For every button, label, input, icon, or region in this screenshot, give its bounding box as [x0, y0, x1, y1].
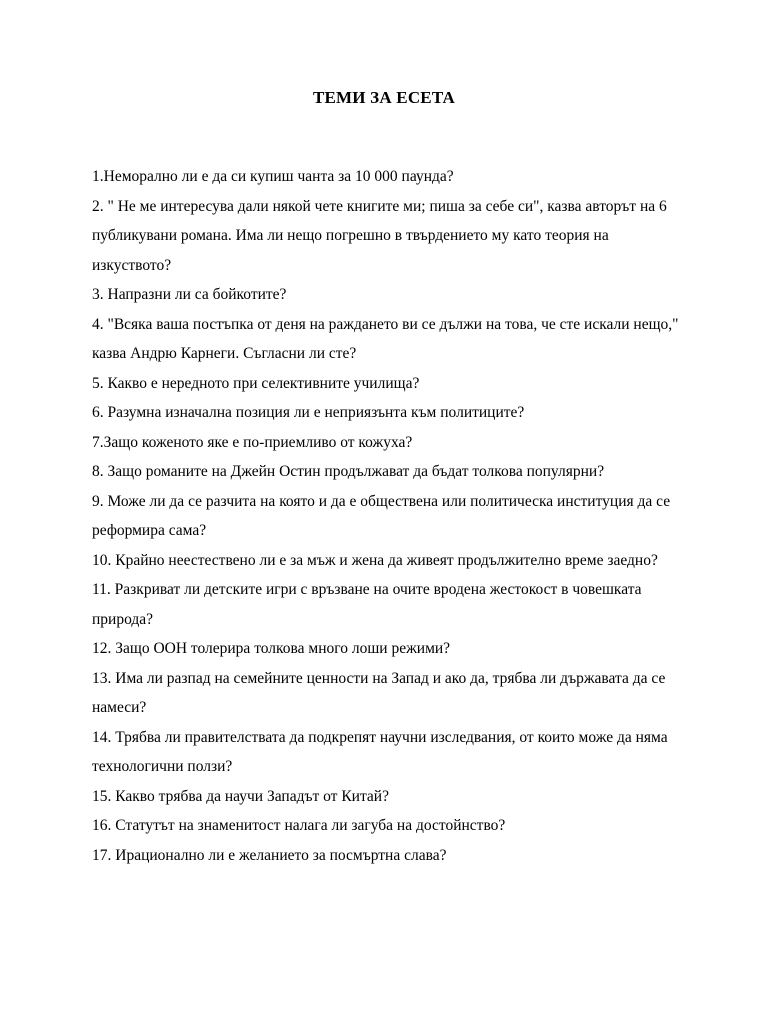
topic-item: 4. "Всяка ваша постъпка от деня на раждането ви се дължи на това, че сте искали нещо," казва Андрю Карнеги. Съгласни ли сте?	[92, 315, 679, 362]
topic-item: 12. Защо ООН толерира толкова много лоши режими?	[92, 640, 451, 657]
topic-item: 16. Статутът на знаменитост налага ли загуба на достойнство?	[92, 817, 506, 834]
topic-item: 11. Разкриват ли детските игри с връзване на очите вродена жестокост в човешката природа?	[92, 581, 642, 628]
topic-item: 2. " Не ме интересува дали някой чете книгите ми; пиша за себе си", казва авторът на 6 публикувани романа. Има ли нещо погрешно в твърдението му като теория на изкуството?	[92, 197, 667, 274]
topic-item: 3. Напразни ли са бойкотите?	[92, 286, 287, 303]
topic-item: 15. Какво трябва да научи Западът от Китай?	[92, 787, 389, 805]
topic-item: 10. Крайно неестествено ли е за мъж и жена да живеят продължително време заедно?	[92, 551, 658, 569]
topic-item: 17. Ирационално ли е желанието за посмъртна слава?	[92, 846, 447, 864]
topic-item: 7.Защо коженото яке е по-приемливо от кожуха?	[92, 433, 413, 451]
topic-item: 1.Неморално ли е да си купиш чанта за 10 000 паунда?	[92, 168, 454, 185]
document-title: ТЕМИ ЗА ЕСЕТА	[312, 88, 456, 107]
topic-item: 14. Трябва ли правителствата да подкрепят научни изследвания, от които може да няма технологични ползи?	[92, 728, 668, 775]
topic-item: 8. Защо романите на Джейн Остин продължават да бъдат толкова популярни?	[92, 463, 605, 480]
topic-item: 6. Разумна изначална позиция ли е неприязънта към политиците?	[92, 404, 525, 421]
topic-item: 9. Може ли да се разчита на която и да е обществена или политическа институция да се реформира сама?	[92, 492, 671, 539]
topic-item: 5. Какво е нередното при селективните училища?	[92, 374, 420, 392]
topic-item: 13. Има ли разпад на семейните ценности на Запад и ако да, трябва ли държавата да се намеси?	[92, 669, 666, 716]
essay-topic-list	[92, 162, 682, 870]
